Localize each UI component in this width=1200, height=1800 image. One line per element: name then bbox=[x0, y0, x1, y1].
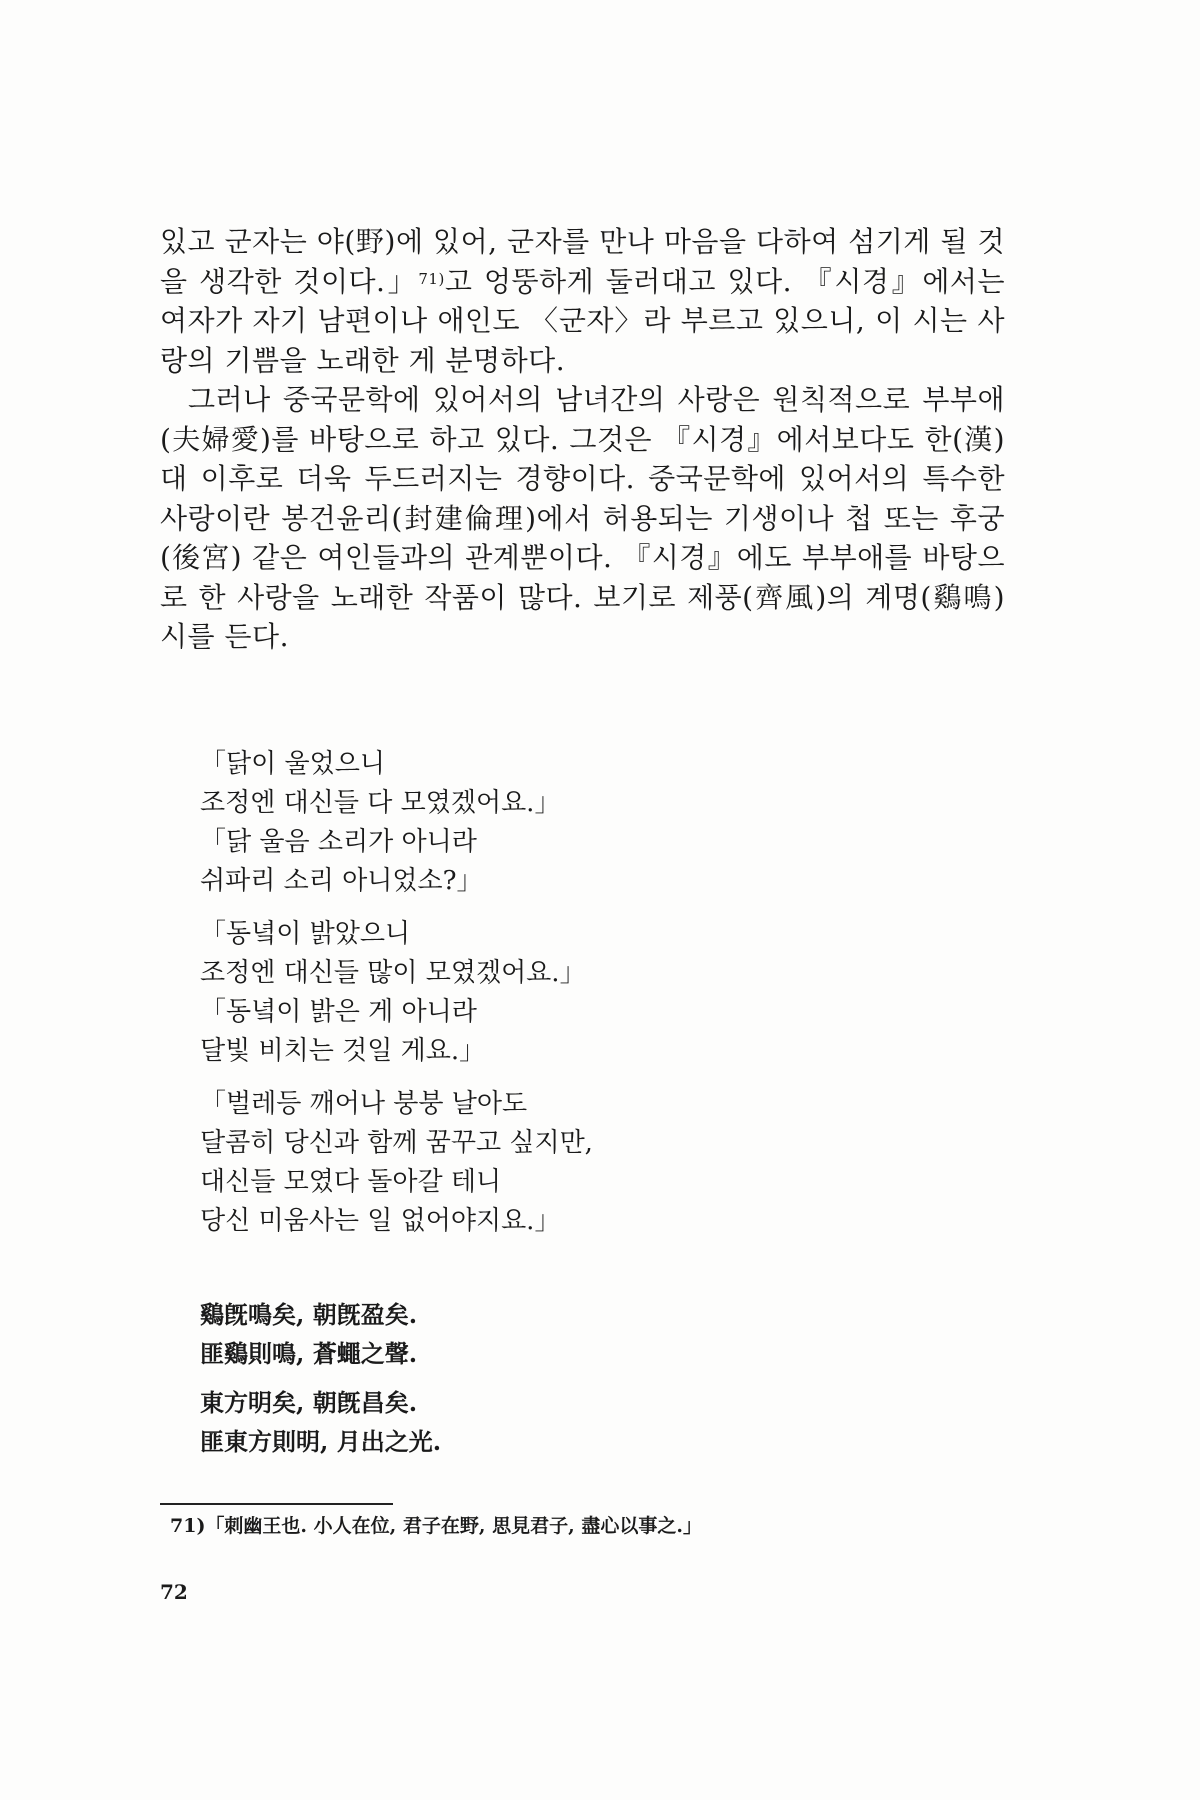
footnote-divider bbox=[160, 1503, 393, 1505]
poem-line: 당신 미움사는 일 없어야지요.」 bbox=[200, 1206, 561, 1236]
original-stanza bbox=[200, 1295, 900, 1373]
poem-stanza bbox=[200, 745, 900, 901]
original-line: 匪東方則明, 月出之光. bbox=[200, 1427, 442, 1456]
poem-line: 쉬파리 소리 아니었소?」 bbox=[200, 866, 483, 896]
poem-line: 대신들 모였다 돌아갈 테니 bbox=[200, 1167, 502, 1197]
original-stanza bbox=[200, 1383, 900, 1461]
poem-translation bbox=[200, 745, 900, 1255]
poem-line: 「동녘이 밝은 게 아니라 bbox=[200, 997, 477, 1027]
poem-line: 「닭 울음 소리가 아니라 bbox=[200, 827, 477, 857]
body-text bbox=[160, 222, 1005, 657]
paragraph-text: 고 엉뚱하게 둘러대고 있다. 『시경』에서는 여자가 자기 남편이나 애인도 〈군자〉라 부르고 있으니, 이 시는 사랑의 기쁨을 노래한 게 분명하다. bbox=[160, 264, 1005, 377]
original-chinese-text bbox=[200, 1295, 900, 1471]
poem-stanza bbox=[200, 1085, 900, 1241]
poem-line: 달빛 비치는 것일 게요.」 bbox=[200, 1036, 486, 1066]
footnote: 71)「刺幽王也. 小人在位, 君子在野, 思見君子, 盡心以事之.」 bbox=[170, 1515, 702, 1537]
original-line: 匪鷄則鳴, 蒼蠅之聲. bbox=[200, 1339, 418, 1368]
poem-line: 조정엔 대신들 다 모였겠어요.」 bbox=[200, 788, 561, 818]
footnote-reference[interactable]: 71) bbox=[418, 269, 445, 288]
page-number: 72 bbox=[160, 1580, 188, 1604]
paragraph: 그러나 중국문학에 있어서의 남녀간의 사랑은 원칙적으로 부부애(夫婦愛)를 바탕으로 하고 있다. 그것은 『시경』에서보다도 한(漢)대 이후로 더욱 두드러지는 경향이다. 중국문학에 있어서의 특수한 사랑이란 봉건윤리(封建倫理)에서 허용되는 기생이나 첩 또는 후궁(後宮) 같은 여인들과의 관계뿐이다. 『시경』에도 부부애를 바탕으로 한 사랑을 노래한 작품이 많다. 보기로 제풍(齊風)의 계명(鷄鳴)시를 든다. bbox=[160, 383, 1005, 653]
original-line: 鷄旣鳴矣, 朝旣盈矣. bbox=[200, 1300, 418, 1329]
poem-line: 달콤히 당신과 함께 꿈꾸고 싶지만, bbox=[200, 1128, 593, 1158]
poem-line: 「닭이 울었으니 bbox=[200, 749, 385, 779]
paragraph bbox=[160, 222, 1005, 380]
poem-stanza bbox=[200, 915, 900, 1071]
poem-line: 「벌레등 깨어나 붕붕 날아도 bbox=[200, 1089, 528, 1119]
paragraph-text: 있고 군자는 야(野)에 있어, 군자를 만나 마음을 다하여 섬기게 될 것을 생각한 것이다.」 bbox=[160, 225, 1005, 298]
original-line: 東方明矣, 朝旣昌矣. bbox=[200, 1388, 418, 1417]
poem-line: 「동녘이 밝았으니 bbox=[200, 919, 411, 949]
poem-line: 조정엔 대신들 많이 모였겠어요.」 bbox=[200, 958, 586, 988]
